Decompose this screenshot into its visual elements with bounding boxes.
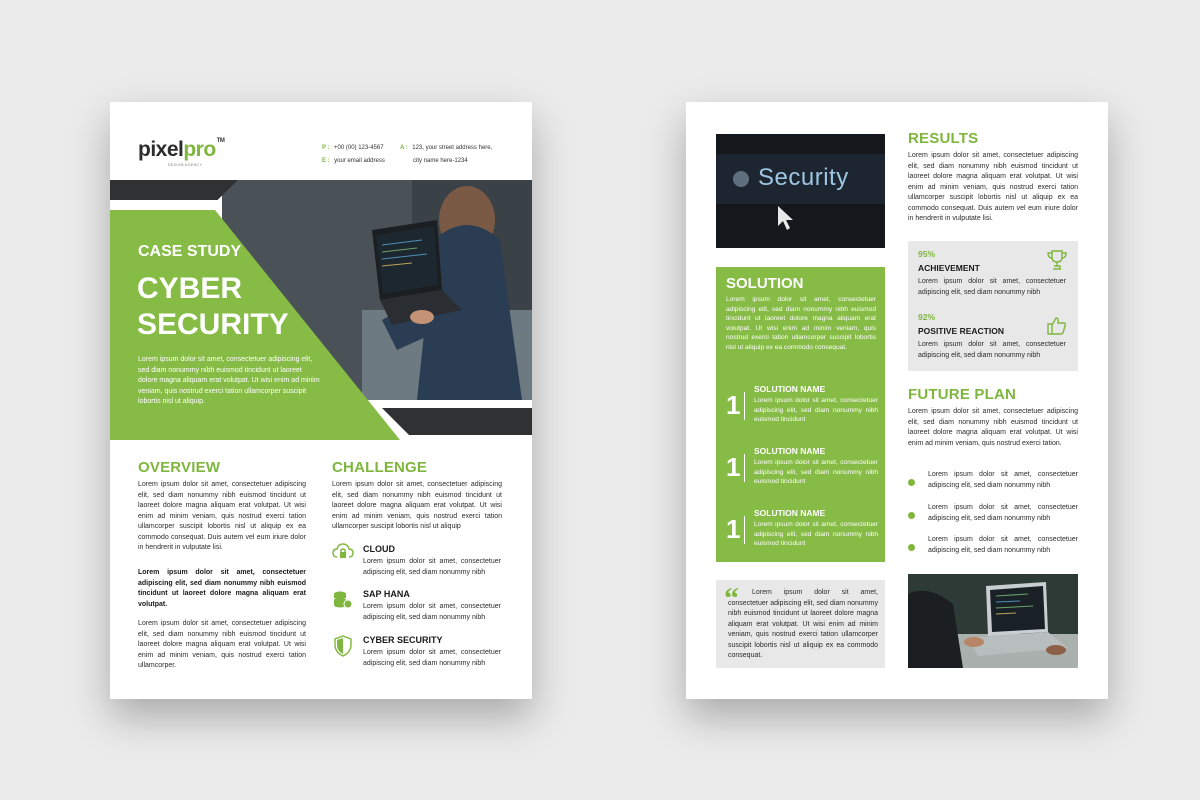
quote-mark-icon: “ <box>724 582 739 615</box>
cloud-lock-icon <box>332 542 354 562</box>
solution-item-text: Lorem ipsum dolor sit amet, consectetuer adipiscing elit, sed diam nonummy nibh euismod tincidunt <box>754 521 878 547</box>
challenge-paragraph: Lorem ipsum dolor sit amet, consectetuer adipiscing elit, sed diam nonummy nibh euismod tincidunt ut laoreet dolore magna aliquam erat volutpat. Ut wisi enim ad minim veniam, quis nostrud exerci tation ullamcorper suscipit lobortis nisl ut aliquip <box>332 481 502 530</box>
laptop-photo-illustration <box>908 574 1078 668</box>
trophy-icon <box>1046 249 1068 271</box>
logo-trademark: TM <box>216 138 225 144</box>
positive-reaction-thumb <box>1046 315 1068 342</box>
solution-item <box>726 506 881 558</box>
challenge-item-text: Lorem ipsum dolor sit amet, consectetuer adipiscing elit, sed diam nonummy nibh <box>363 649 501 667</box>
hero-dark-bar-bottom <box>382 408 532 435</box>
challenge-item-sap-hana <box>363 589 501 623</box>
security-screen-photo <box>716 134 885 248</box>
solution-item-number: 1 <box>726 514 741 544</box>
email-address: your email address <box>334 158 385 164</box>
overview-paragraph-2: Lorem ipsum dolor sit amet, consectetuer adipiscing elit, sed diam nonummy nibh euismod tincidunt ut laoreet dolore magna aliquam erat volutpat. <box>138 569 306 608</box>
results-heading: RESULTS <box>908 130 979 147</box>
future-plan-paragraph: Lorem ipsum dolor sit amet, consectetuer adipiscing elit, sed diam nonummy nibh euismod tincidunt ut laoreet dolore magna aliquam erat volutpat. Ut wisi enim ad minim veniam, quis nostrud exerci tation. <box>908 408 1078 447</box>
challenge-item-text: Lorem ipsum dolor sit amet, consectetuer adipiscing elit, sed diam nonummy nibh <box>363 558 501 576</box>
solution-item <box>726 444 881 496</box>
contact-phone-email <box>322 140 385 166</box>
bullet-text: Lorem ipsum dolor sit amet, consectetuer adipiscing elit, sed diam nonummy nibh <box>928 471 1078 489</box>
solution-item-divider <box>744 392 745 420</box>
bullet-dot <box>908 544 915 551</box>
future-plan-heading: FUTURE PLAN <box>908 386 1017 403</box>
solution-item-text: Lorem ipsum dolor sit amet, consectetuer adipiscing elit, sed diam nonummy nibh euismod tincidunt <box>754 397 878 423</box>
overview-paragraph-3: Lorem ipsum dolor sit amet, consectetuer adipiscing elit, sed diam nonummy nibh euismod tincidunt ut laoreet dolore magna aliquam erat volutpat. Ut wisi enim ad minim veniam, quis nostrud exerci tation ullamcorper. <box>138 620 306 669</box>
solution-item-name: SOLUTION NAME <box>754 446 826 456</box>
achievement-trophy <box>1046 249 1068 276</box>
solution-item-name: SOLUTION NAME <box>754 508 826 518</box>
phone-number: +00 (00) 123-4567 <box>334 145 384 151</box>
thumbs-up-icon <box>1046 315 1068 337</box>
hero-description: Lorem ipsum dolor sit amet, consectetuer adipiscing elit, sed diam nonummy nibh euismod tincidunt ut laoreet dolore magna aliquam erat volutpat. Ut wisi enim ad minim veniam, quis nostrud exerci tation ullamcorper suscipit lobortis nisl ut aliquip. <box>138 356 320 405</box>
address-line-2: city name here-1234 <box>413 158 468 164</box>
hero-title-line-1: CYBER <box>137 272 243 305</box>
case-study-label: CASE STUDY <box>138 243 242 260</box>
results-paragraph: Lorem ipsum dolor sit amet, consectetuer adipiscing elit, sed diam nonummy nibh euismod tincidunt ut laoreet dolore magna aliquam erat volutpat. Ut wisi enim ad minim veniam, quis nostrud exerci tation ullamcorper suscipit lobortis nisl ut aliquip ex ea commodo consequat. Duis autem vel eum iriure dolor in hendrerit in vulputate lisi. <box>908 152 1078 222</box>
hero-title <box>137 271 289 343</box>
phone-label: P : <box>322 145 330 151</box>
challenge-item-title: SAP HANA <box>363 589 410 599</box>
brochure-back-page <box>686 102 1108 699</box>
solution-item-divider <box>744 454 745 482</box>
brochure-front-page <box>110 102 532 699</box>
quote-box <box>716 580 885 668</box>
address-label: A : <box>400 145 408 151</box>
bullet-text: Lorem ipsum dolor sit amet, consectetuer adipiscing elit, sed diam nonummy nibh <box>928 536 1078 554</box>
challenge-icon-database <box>332 589 354 616</box>
hero-title-line-2: SECURITY <box>137 308 289 341</box>
solution-item-number: 1 <box>726 452 741 482</box>
solution-item-divider <box>744 516 745 544</box>
solution-paragraph: Lorem ipsum dolor sit amet, consectetuer adipiscing elit, sed diam nonummy nibh euismod tincidunt ut laoreet dolore magna aliquam erat volutpat. Ut wisi enim ad minim veniam, quis nostrud exerci tation ullamcorper suscipit lobortis nisl ut aliquip ex ea commodo consequat. <box>726 296 876 351</box>
challenge-item-title: CLOUD <box>363 544 395 554</box>
pixelpro-logo <box>138 138 224 162</box>
stat-percentage: 95% <box>918 249 936 259</box>
logo-text-pixel: pixel <box>138 138 184 161</box>
challenge-heading: CHALLENGE <box>332 459 428 476</box>
overview-heading: OVERVIEW <box>138 459 221 476</box>
quote-text: Lorem ipsum dolor sit amet, consectetuer adipiscing elit, sed diam nonummy nibh euismod tincidunt ut laoreet dolore magna aliquam erat volutpat. Ut wisi enim ad minim veniam, quis nostrud exerci tation ullamcorper suscipit lobortis nisl ut aliquip ex ea commodo consequat. <box>728 589 878 659</box>
solution-item <box>726 382 881 434</box>
stat-name: POSITIVE REACTION <box>918 326 1004 336</box>
challenge-item-title: CYBER SECURITY <box>363 635 443 645</box>
challenge-item-cloud <box>363 544 501 578</box>
laptop-photo <box>908 574 1078 668</box>
solution-item-name: SOLUTION NAME <box>754 384 826 394</box>
database-icon <box>332 589 354 611</box>
solution-item-text: Lorem ipsum dolor sit amet, consectetuer adipiscing elit, sed diam nonummy nibh euismod tincidunt <box>754 459 878 485</box>
shield-icon <box>334 635 352 657</box>
stat-description: Lorem ipsum dolor sit amet, consectetuer adipiscing elit, sed diam nonummy nibh <box>918 278 1066 296</box>
stat-percentage: 92% <box>918 312 936 322</box>
solution-heading: SOLUTION <box>726 275 804 292</box>
stat-description: Lorem ipsum dolor sit amet, consectetuer adipiscing elit, sed diam nonummy nibh <box>918 341 1066 359</box>
challenge-item-text: Lorem ipsum dolor sit amet, consectetuer adipiscing elit, sed diam nonummy nibh <box>363 603 501 621</box>
email-label: E : <box>322 158 330 164</box>
solution-box <box>716 267 885 562</box>
contact-address <box>400 140 492 166</box>
bullet-dot <box>908 512 915 519</box>
bullet-text: Lorem ipsum dolor sit amet, consectetuer adipiscing elit, sed diam nonummy nibh <box>928 504 1078 522</box>
logo-tagline: DESIGN AGENCY <box>168 163 203 167</box>
address-line-1: 123, your street address here, <box>412 145 493 151</box>
challenge-icon-cloud <box>332 542 354 567</box>
security-photo-text: Security <box>758 164 849 191</box>
challenge-icon-shield <box>334 635 352 662</box>
stat-name: ACHIEVEMENT <box>918 263 980 273</box>
challenge-item-cyber-security <box>363 635 501 669</box>
hero-dark-bar-top <box>110 180 238 200</box>
solution-item-number: 1 <box>726 390 741 420</box>
overview-paragraph-1: Lorem ipsum dolor sit amet, consectetuer adipiscing elit, sed diam nonummy nibh euismod tincidunt ut laoreet dolore magna aliquam erat volutpat. Ut wisi enim ad minim veniam, quis nostrud exerci tation ullamcorper suscipit lobortis nisl ut aliquip ex ea commodo consequat. Duis autem vel eum iriure dolor in hendrerit in vulputate lisi. <box>138 481 306 551</box>
logo-text-pro: pro <box>183 138 216 161</box>
results-stats-box <box>908 241 1078 371</box>
bullet-dot <box>908 479 915 486</box>
